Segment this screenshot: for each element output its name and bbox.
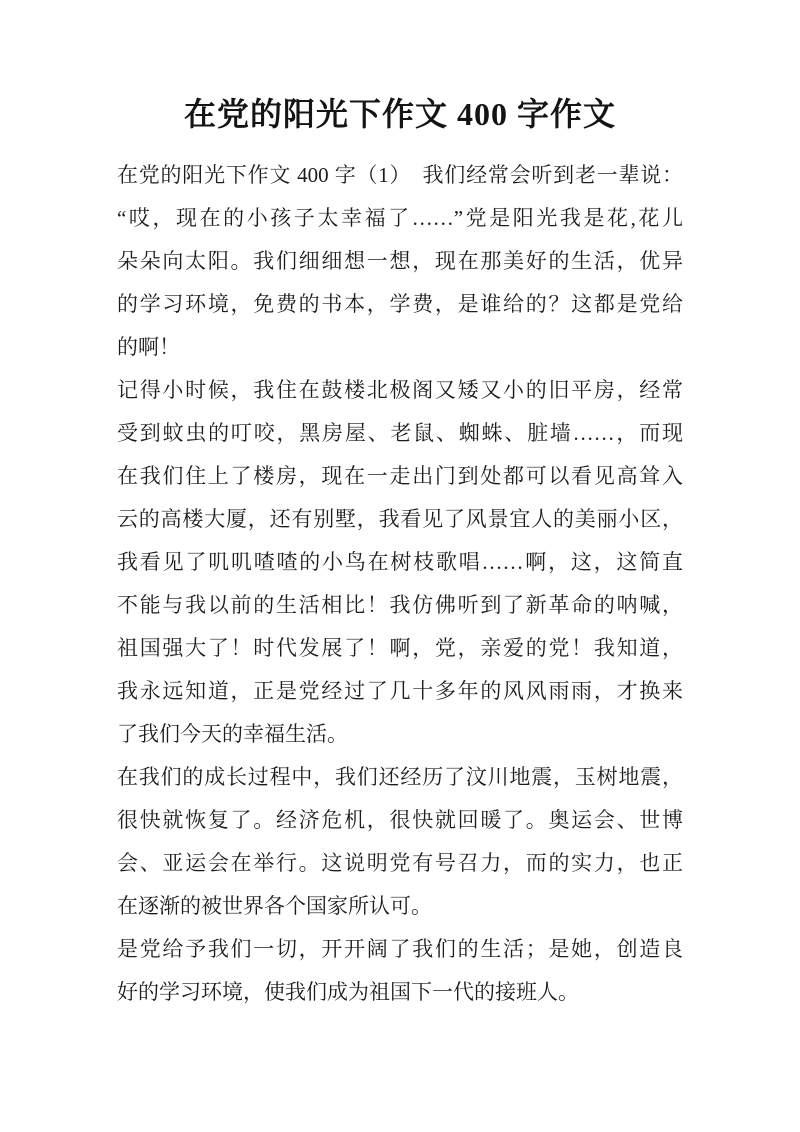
text-line: 在逐渐的被世界各个国家所认可。 [117,894,432,918]
text-line: 会、亚运会在举行。这说明党有号召力，而的实力，也正 [117,851,683,875]
paragraph [117,369,683,756]
text-line: 受到蚊虫的叮咬，黑房屋、老鼠、蜘蛛、脏墙……，而现 [117,421,683,445]
essay-body [117,154,683,1014]
document-title: 在党的阳光下作文 400 字作文 [183,96,616,132]
text-line: 的学习环境，免费的书本，学费，是谁给的？这都是党给 [117,292,683,316]
text-line: 了我们今天的幸福生活。 [117,722,348,746]
text-line: 朵朵向太阳。我们细细想一想，现在那美好的生活，优异 [117,249,683,273]
text-line: 记得小时候，我住在鼓楼北极阁又矮又小的旧平房，经常 [117,378,683,402]
text-line: 在我们的成长过程中，我们还经历了汶川地震，玉树地震， [117,765,683,789]
text-line: 我永远知道，正是党经过了几十多年的风风雨雨，才换来 [117,679,683,703]
paragraph [117,154,683,369]
text-line: 在我们住上了楼房，现在一走出门到处都可以看见高耸入 [117,464,683,488]
text-line: 好的学习环境，使我们成为祖国下一代的接班人。 [117,980,579,1004]
paragraph [117,928,683,1014]
text-line: 祖国强大了！时代发展了！啊，党，亲爱的党！我知道， [117,636,683,660]
text-line: 云的高楼大厦，还有别墅，我看见了风景宜人的美丽小区， [117,507,683,531]
text-line: 在党的阳光下作文 400 字（1） 我们经常会听到老一辈说： [117,163,683,187]
text-line: 不能与我以前的生活相比！我仿佛听到了新革命的呐喊， [117,593,683,617]
text-line: 我看见了叽叽喳喳的小鸟在树枝歌唱……啊，这，这简直 [117,550,683,574]
text-line: 的啊！ [117,335,180,359]
text-line: “哎，现在的小孩子太幸福了……”党是阳光我是花,花儿 [117,206,683,230]
text-line: 很快就恢复了。经济危机，很快就回暖了。奥运会、世博 [117,808,683,832]
paragraph [117,756,683,928]
text-line: 是党给予我们一切，开开阔了我们的生活；是她，创造良 [117,937,683,961]
